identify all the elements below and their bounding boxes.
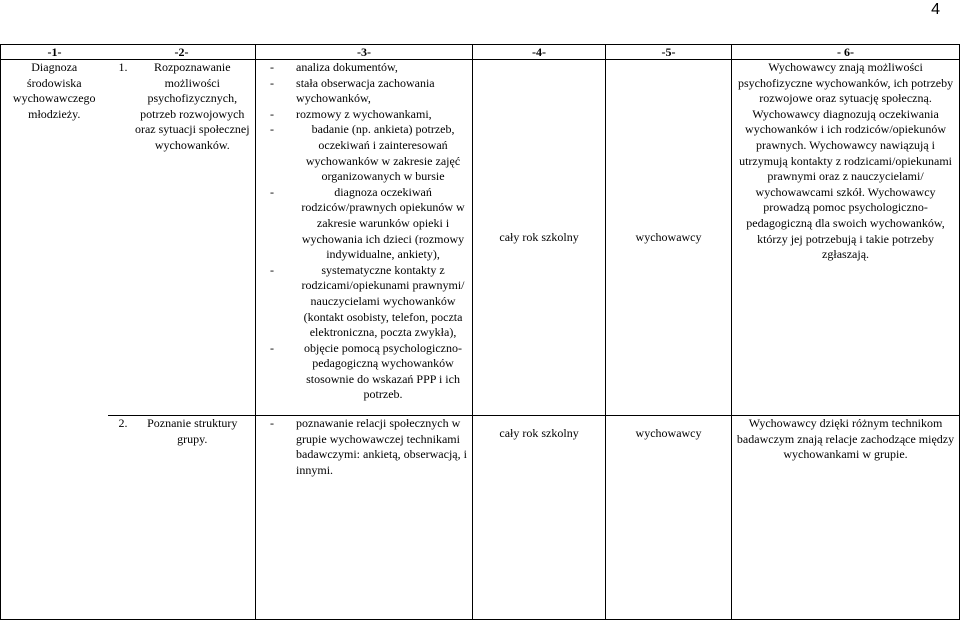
task-number: 2. [118, 416, 128, 430]
header-row [1, 45, 960, 60]
task-item [110, 60, 254, 154]
header-col-3: -3- [256, 45, 473, 60]
header-col-4: -4- [473, 45, 606, 60]
outcomes-cell [732, 416, 960, 620]
area-cell [1, 60, 108, 620]
methods-list [258, 416, 470, 478]
term-cell [473, 416, 606, 620]
plan-table [0, 44, 960, 620]
term-cell [473, 60, 606, 416]
responsible-text: wychowawcy [635, 229, 702, 244]
page-number: 4 [931, 1, 940, 18]
task-text: Rozpoznawanie możliwości psychofizycznych, potrzeb rozwojowych oraz sytuacji społecznej wychowanków. [134, 60, 250, 152]
methods-list [258, 60, 470, 403]
task-number: 1. [118, 60, 128, 74]
table-row [1, 60, 960, 416]
task-text: Poznanie struktury grupy. [147, 416, 238, 446]
list-item: - rozmowy z wychowankami, [270, 106, 432, 121]
outcomes-text: Wychowawcy dzięki różnym technikom badawczym znają relacje zachodzące między wychowankami w grupie. [736, 416, 955, 462]
task-cell [108, 60, 256, 416]
list-item: - systematyczne kontakty z rodzicami/opiekunami prawnymi/ nauczycielami wychowanków (kontakt osobisty, telefon, poczta elektroniczna, poczta zwykła), [270, 262, 465, 340]
responsible-cell [606, 60, 732, 416]
header-col-2: -2- [174, 45, 189, 59]
task-item [110, 416, 254, 447]
header-col-6: - 6- [732, 45, 960, 60]
methods-cell [256, 60, 473, 416]
list-item: - badanie (np. ankieta) potrzeb, oczekiwań i zainteresowań wychowanków w zakresie zajęć organizowanych w bursie [270, 122, 461, 184]
term-text: cały rok szkolny [499, 426, 579, 440]
header-col-1-2 [1, 45, 256, 60]
responsible-text: wychowawcy [635, 426, 702, 440]
list-item: - objęcie pomocą psychologiczno-pedagogiczną wychowanków stosownie do wskazań PPP i ich potrzeb. [270, 340, 462, 402]
list-item: - analiza dokumentów, [270, 60, 398, 74]
area-text: Diagnoza środowiska wychowawczego młodzieży. [12, 60, 96, 121]
list-item: - poznawanie relacji społecznych w grupie wychowawczej technikami badawczymi: ankietą, obserwacją, i innymi. [270, 416, 467, 477]
outcomes-cell [732, 60, 960, 416]
list-item: - diagnoza oczekiwań rodziców/prawnych opiekunów w zakresie warunków opieki i wychowania ich dzieci (rozmowy indywidualne, ankiety), [270, 184, 465, 262]
term-text: cały rok szkolny [499, 229, 579, 244]
header-col-5: -5- [606, 45, 732, 60]
task-cell [108, 416, 256, 620]
responsible-cell [606, 416, 732, 620]
header-col-1: -1- [47, 45, 62, 59]
list-item: - stała obserwacja zachowania wychowanków, [270, 75, 435, 106]
outcomes-text: Wychowawcy znają możliwości psychofizyczne wychowanków, ich potrzeby rozwojowe oraz sytuację społeczną. Wychowawcy diagnozują oczekiwania wychowanków i ich rodziców/opiekunów prawnych. Wychowawcy nawiązują i utrzymują kontakty z rodzicami/opiekunami prawnymi oraz z nauczycielami/ wychowawcami szkół. Wychowawcy prowadzą pomoc psychologiczno-pedagogiczną dla swoich wychowanków, którzy jej potrzebują i takie potrzeby zgłaszają. [737, 60, 954, 262]
methods-cell [256, 416, 473, 620]
table-row [1, 416, 960, 620]
